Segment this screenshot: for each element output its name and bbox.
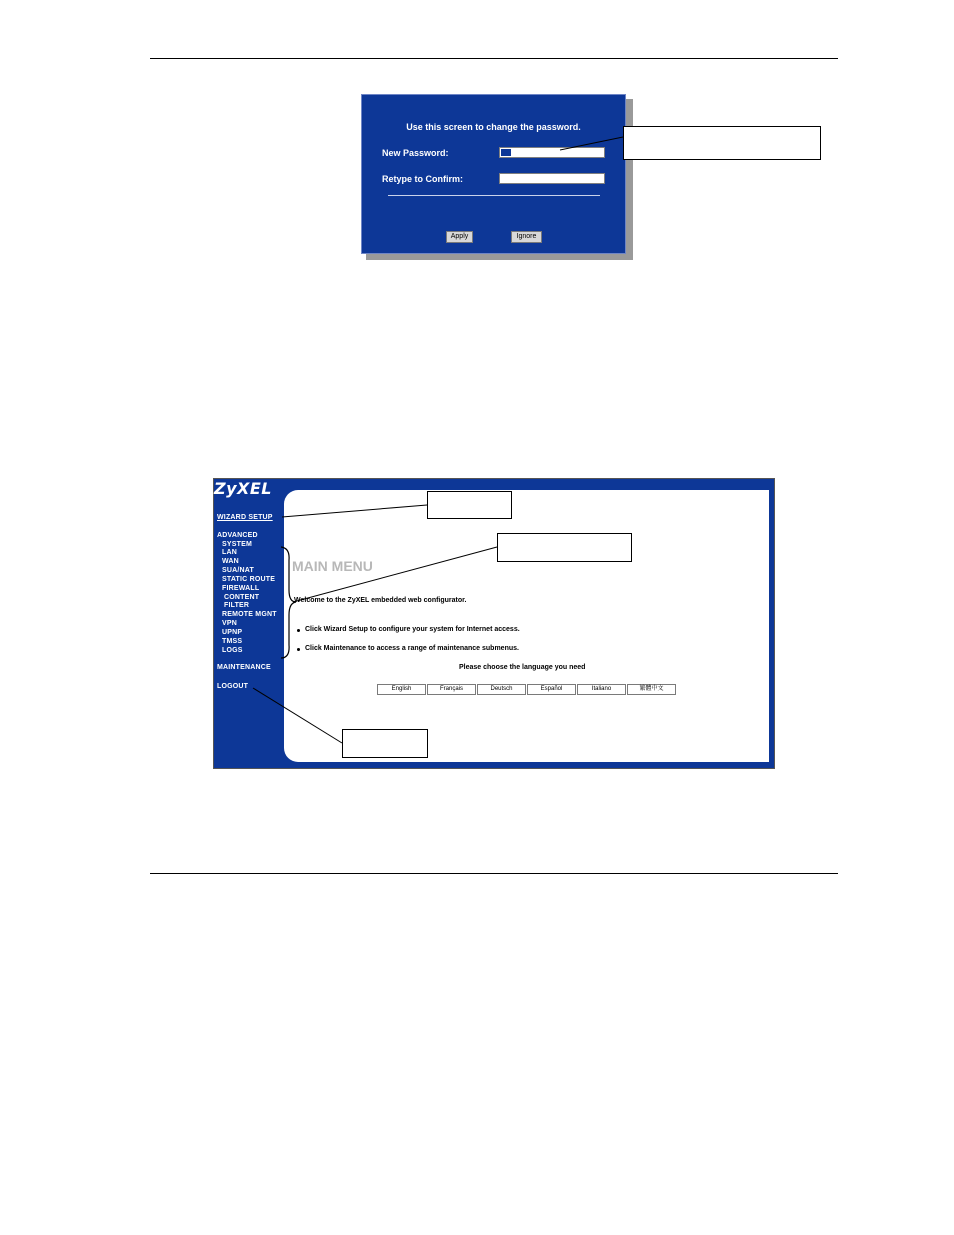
nav-sua-nat[interactable]: SUA/NAT: [222, 567, 254, 574]
language-button-espanol[interactable]: Español: [527, 684, 576, 695]
language-button-francais[interactable]: Français: [427, 684, 476, 695]
leader-line-password: [560, 137, 623, 150]
nav-wan[interactable]: WAN: [222, 558, 239, 565]
bullet-maintenance-text: Click Maintenance to access a range of maintenance submenus.: [305, 645, 519, 652]
welcome-text: Welcome to the ZyXEL embedded web configurator.: [294, 597, 467, 604]
nav-logs[interactable]: LOGS: [222, 647, 243, 654]
nav-tmss[interactable]: TMSS: [222, 638, 243, 645]
ignore-button[interactable]: Ignore: [511, 231, 542, 243]
leader-line-wizard: [282, 505, 427, 517]
language-button-english[interactable]: English: [377, 684, 426, 695]
nav-lan[interactable]: LAN: [222, 549, 237, 556]
nav-logout[interactable]: LOGOUT: [217, 683, 249, 690]
apply-button[interactable]: Apply: [446, 231, 473, 243]
zyxel-logo: ZyXEL: [214, 479, 272, 498]
nav-upnp[interactable]: UPNP: [222, 629, 243, 636]
dialog-title: Use this screen to change the password.: [406, 122, 581, 132]
nav-vpn[interactable]: VPN: [222, 620, 237, 627]
nav-filter[interactable]: FILTER: [224, 602, 250, 609]
nav-maintenance[interactable]: MAINTENANCE: [217, 664, 271, 671]
leader-line-advanced: [293, 547, 497, 602]
retype-password-label: Retype to Confirm:: [382, 174, 463, 184]
language-button-deutsch[interactable]: Deutsch: [477, 684, 526, 695]
language-prompt: Please choose the language you need: [459, 664, 586, 671]
nav-system[interactable]: SYSTEM: [222, 541, 252, 548]
bullet-wizard-text: Click Wizard Setup to configure your system for Internet access.: [305, 626, 520, 633]
nav-remote-mgnt[interactable]: REMOTE MGNT: [222, 611, 277, 618]
nav-firewall[interactable]: FIREWALL: [222, 585, 260, 592]
nav-content[interactable]: CONTENT: [224, 594, 260, 601]
leader-line-logout: [253, 688, 342, 743]
nav-advanced[interactable]: ADVANCED: [217, 532, 258, 539]
new-password-label: New Password:: [382, 148, 449, 158]
nav-wizard-setup[interactable]: WIZARD SETUP: [217, 514, 273, 521]
bracket-advanced-left: [281, 547, 296, 658]
bottom-rule: [150, 873, 838, 874]
nav-static-route[interactable]: STATIC ROUTE: [222, 576, 276, 583]
page-title: MAIN MENU: [292, 558, 373, 574]
language-button-italiano[interactable]: Italiano: [577, 684, 626, 695]
language-button-chinese[interactable]: 繁體中文: [627, 684, 676, 695]
